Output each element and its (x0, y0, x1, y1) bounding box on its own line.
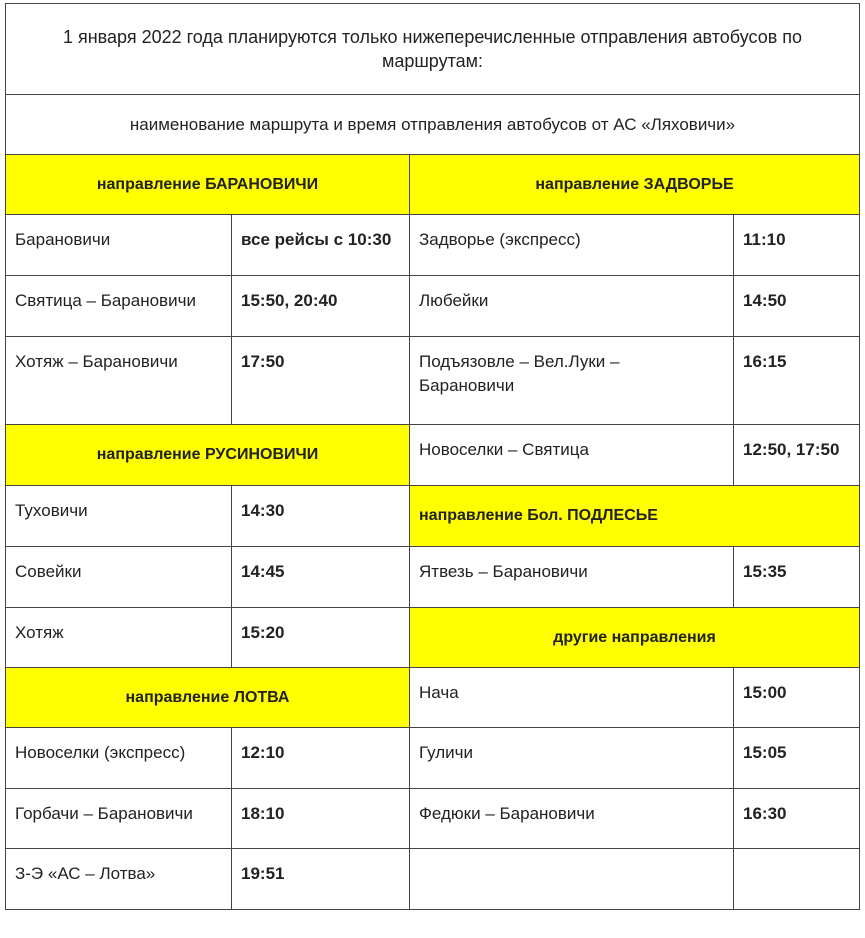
route-time: 15:50, 20:40 (232, 276, 410, 337)
route-name: Подъязовле – Вел.Луки – Барановичи (410, 337, 734, 425)
route-name: Новоселки (экспресс) (6, 728, 232, 789)
route-time: 12:50, 17:50 (734, 425, 859, 486)
route-name: Новоселки – Святица (410, 425, 734, 486)
header-rusinovichi: направление РУСИНОВИЧИ (6, 425, 410, 486)
route-time: 15:05 (734, 728, 859, 789)
route-name: Хотяж – Барановичи (6, 337, 232, 425)
route-time: 18:10 (232, 789, 410, 849)
route-time: 11:10 (734, 215, 859, 276)
route-time: 16:30 (734, 789, 859, 849)
route-name: Святица – Барановичи (6, 276, 232, 337)
empty-cell (410, 849, 734, 909)
route-name: Федюки – Барановичи (410, 789, 734, 849)
route-time: 16:15 (734, 337, 859, 425)
header-baranovichi: направление БАРАНОВИЧИ (6, 155, 410, 215)
route-name: Нача (410, 668, 734, 728)
table-subtitle: наименование маршрута и время отправления автобусов от АС «Ляховичи» (6, 95, 859, 155)
route-name: З-Э «АС – Лотва» (6, 849, 232, 909)
header-podlesye: направление Бол. ПОДЛЕСЬЕ (410, 486, 859, 547)
header-other: другие направления (410, 608, 859, 668)
route-name: Гуличи (410, 728, 734, 789)
route-time: все рейсы с 10:30 (232, 215, 410, 276)
route-name: Ятвезь – Барановичи (410, 547, 734, 608)
route-name: Хотяж (6, 608, 232, 668)
route-name: Туховичи (6, 486, 232, 547)
route-time: 12:10 (232, 728, 410, 789)
page-title: 1 января 2022 года планируются только нижеперечисленные отправления автобусов по маршрутам: (6, 4, 859, 95)
route-time: 15:20 (232, 608, 410, 668)
route-time: 19:51 (232, 849, 410, 909)
route-time: 14:30 (232, 486, 410, 547)
route-time: 14:45 (232, 547, 410, 608)
empty-cell (734, 849, 859, 909)
route-name: Горбачи – Барановичи (6, 789, 232, 849)
route-name: Задворье (экспресс) (410, 215, 734, 276)
route-time: 15:00 (734, 668, 859, 728)
route-time: 14:50 (734, 276, 859, 337)
route-time: 17:50 (232, 337, 410, 425)
route-time: 15:35 (734, 547, 859, 608)
header-zadvorye: направление ЗАДВОРЬЕ (410, 155, 859, 215)
route-name: Барановичи (6, 215, 232, 276)
route-name: Любейки (410, 276, 734, 337)
schedule-sheet (5, 3, 860, 910)
route-name: Совейки (6, 547, 232, 608)
header-lotva: направление ЛОТВА (6, 668, 410, 728)
